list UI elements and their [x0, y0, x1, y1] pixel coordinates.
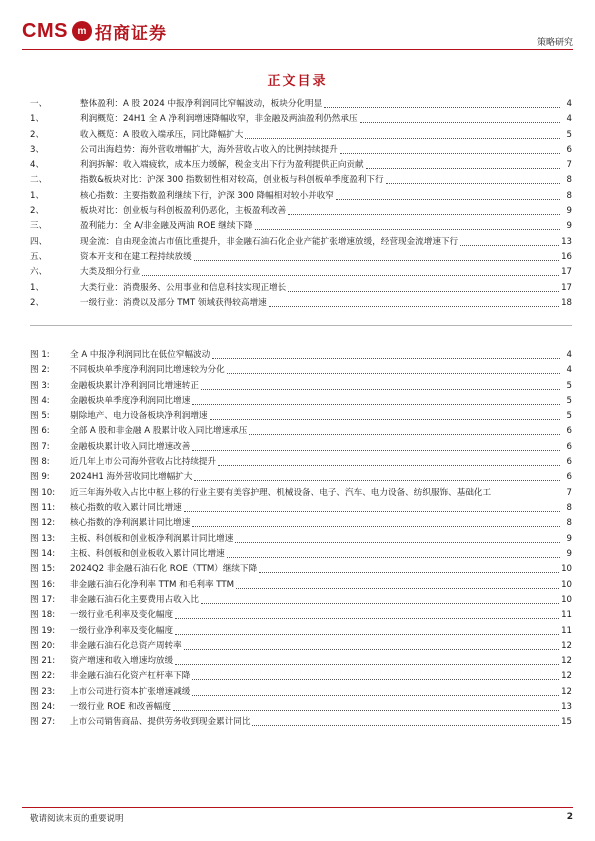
entry-number: 图 11:: [30, 503, 56, 514]
header-divider: [22, 49, 573, 50]
entry-text: 一级行业净利率及变化幅度: [70, 625, 174, 636]
entry-text: 核心指数：主要指数盈利继续下行，沪深 300 降幅相对较小并收窄: [80, 190, 334, 201]
toc-figure-entry[interactable]: [30, 501, 572, 516]
toc-figure-entry[interactable]: [30, 363, 572, 378]
entry-number: 图 4:: [30, 395, 50, 406]
entry-page: 6: [566, 426, 572, 437]
entry-text: 收入概览：A 股收入端承压，同比降幅扩大: [80, 129, 244, 140]
dot-leader: [192, 669, 559, 680]
toc-section-entry[interactable]: [30, 173, 572, 188]
toc-figure-entry[interactable]: [30, 654, 572, 669]
toc-figure-entry[interactable]: [30, 470, 572, 485]
dot-leader: [227, 547, 560, 558]
entry-text: 全 A 中报净利润同比在低位窄幅波动: [70, 350, 211, 360]
entry-number: 图 8:: [30, 457, 50, 468]
entry-page: 7: [566, 160, 572, 171]
toc-figure-entry[interactable]: [30, 455, 572, 470]
figure-list: [30, 348, 572, 731]
dot-leader: [360, 112, 560, 123]
entry-page: 10: [561, 594, 572, 605]
entry-number: 图 14:: [30, 549, 56, 560]
toc-section-entry[interactable]: [30, 235, 572, 250]
entry-page: 9: [566, 206, 572, 217]
toc-section-entry[interactable]: [30, 112, 572, 127]
footer-divider: [22, 807, 573, 808]
dot-leader: [366, 158, 560, 169]
entry-text: 金融板块累计净利润同比增速转正: [70, 380, 199, 391]
entry-page: 12: [561, 671, 572, 682]
entry-page: 9: [566, 549, 572, 560]
dot-leader: [192, 516, 560, 527]
entry-number: 图 27:: [30, 717, 56, 728]
entry-number: 图 7:: [30, 441, 50, 452]
toc-section-entry[interactable]: [30, 219, 572, 234]
toc-figure-entry[interactable]: [30, 608, 572, 623]
entry-text: 全部 A 股和非金融 A 股累计收入同比增速承压: [70, 426, 248, 437]
toc-figure-entry[interactable]: [30, 669, 572, 684]
entry-text: 一级行业毛利率及变化幅度: [70, 610, 174, 621]
entry-number: 一、: [30, 99, 48, 109]
list-divider: [30, 325, 572, 326]
entry-number: 图 15:: [30, 564, 56, 575]
toc-section-entry[interactable]: [30, 143, 572, 158]
entry-text: 一级行业 ROE 和改善幅度: [70, 702, 171, 713]
entry-text: 非金融石油石化主要费用占收入比: [70, 594, 199, 605]
dot-leader: [336, 189, 560, 200]
toc-figure-entry[interactable]: [30, 624, 572, 639]
entry-page: 9: [566, 221, 572, 232]
toc-figure-entry[interactable]: [30, 440, 572, 455]
entry-number: 图 1:: [30, 350, 50, 360]
toc-figure-entry[interactable]: [30, 562, 572, 577]
entry-number: 图 22:: [30, 671, 56, 682]
entry-text: 非金融石油石化资产杠杆率下降: [70, 671, 191, 682]
entry-number: 2、: [30, 297, 45, 308]
dot-leader: [324, 97, 560, 108]
toc-figure-entry[interactable]: [30, 409, 572, 424]
toc-section-entry[interactable]: [30, 189, 572, 204]
logo-company-name: 招商证券: [94, 23, 167, 44]
entry-text: 主板、科创板和创业板净利润累计同比增速: [70, 533, 234, 544]
dot-leader: [269, 296, 559, 307]
dot-leader: [252, 715, 559, 726]
entry-text: 2024H1 海外营收同比增幅扩大: [70, 472, 193, 483]
toc-section-entry[interactable]: [30, 97, 572, 112]
dot-leader: [288, 204, 560, 215]
toc-figure-entry[interactable]: [30, 700, 572, 715]
entry-number: 1、: [30, 190, 45, 201]
entry-number: 2、: [30, 206, 45, 217]
entry-number: 图 5:: [30, 411, 50, 422]
entry-page: 8: [566, 175, 572, 186]
entry-number: 图 12:: [30, 518, 56, 529]
entry-text: 上市公司进行资本扩张增速减缓: [70, 686, 191, 697]
entry-text: 近几年上市公司海外营收占比持续提升: [70, 457, 217, 468]
toc-figure-entry[interactable]: [30, 532, 572, 547]
entry-number: 图 21:: [30, 656, 56, 667]
dot-leader: [245, 128, 560, 139]
entry-page: 12: [561, 686, 572, 697]
entry-text: 一级行业：消费以及部分 TMT 领域获得较高增速: [80, 297, 267, 308]
dot-leader: [184, 639, 559, 650]
doc-type-label: 策略研究: [536, 38, 573, 48]
entry-number: 3、: [30, 144, 45, 155]
entry-page: 17: [561, 282, 572, 293]
dot-leader: [173, 700, 559, 711]
dot-leader: [192, 685, 559, 696]
entry-text: 整体盈利：A 股 2024 中报净利润同比窄幅波动，板块分化明显: [80, 99, 323, 109]
entry-number: 三、: [30, 221, 48, 232]
entry-page: 4: [566, 350, 572, 360]
logo-seal-icon: m: [72, 21, 92, 41]
entry-text: 剔除地产、电力设备板块净利润增速: [70, 411, 208, 422]
entry-text: 利润概览：24H1 全 A 净利润增速降幅收窄，非金融及两油盈利仍然承压: [80, 114, 358, 125]
entry-text: 核心指数的收入累计同比增速: [70, 503, 182, 514]
entry-page: 5: [566, 380, 572, 391]
entry-text: 金融板块单季度净利润同比增速: [70, 395, 191, 406]
entry-text: 盈利能力：全 A/非金融及两油 ROE 继续下降: [80, 221, 253, 232]
entry-page: 12: [561, 640, 572, 651]
entry-page: 17: [561, 267, 572, 278]
entry-text: 上市公司销售商品、提供劳务收到现金累计同比: [70, 717, 251, 728]
toc-section-entry[interactable]: [30, 281, 572, 296]
entry-page: 13: [561, 702, 572, 713]
toc-figure-entry[interactable]: [30, 486, 572, 501]
entry-number: 图 18:: [30, 610, 56, 621]
entry-number: 图 3:: [30, 380, 50, 391]
entry-text: 非金融石油石化总资产周转率: [70, 640, 182, 651]
dot-leader: [386, 173, 560, 184]
dot-leader: [192, 440, 560, 451]
entry-text: 大类及细分行业: [80, 267, 141, 278]
dot-leader: [212, 348, 560, 359]
dot-leader: [249, 424, 560, 435]
logo-cms-text: CMS: [22, 19, 68, 42]
page-title: 正文目录: [267, 74, 328, 89]
entry-page: 8: [566, 518, 572, 529]
toc-figure-entry[interactable]: [30, 379, 572, 394]
entry-text: 公司出海趋势：海外营收增幅扩大，海外营收占收入的比例持续提升: [80, 144, 338, 155]
entry-text: 资产增速和收入增速均放缓: [70, 656, 174, 667]
entry-page: 10: [561, 579, 572, 590]
entry-text: 非金融石油石化净利率 TTM 和毛利率 TTM: [70, 579, 235, 590]
entry-page: 8: [566, 503, 572, 514]
entry-page: 16: [561, 251, 572, 262]
entry-text: 现金流：自由现金流占市值比重提升，非金融石油石化企业产能扩张增速放缓，经营现金流增速下行: [80, 236, 459, 247]
entry-number: 2、: [30, 129, 45, 140]
entry-number: 图 6:: [30, 426, 50, 437]
dot-leader: [175, 654, 559, 665]
page-header: [0, 0, 595, 50]
toc-figure-entry[interactable]: [30, 685, 572, 700]
entry-number: 4、: [30, 160, 45, 171]
entry-page: 8: [566, 190, 572, 201]
toc-section-entry[interactable]: [30, 265, 572, 280]
entry-page: 18: [561, 297, 572, 308]
dot-leader: [235, 532, 560, 543]
dot-leader: [184, 501, 560, 512]
entry-number: 六、: [30, 267, 48, 278]
entry-number: 图 19:: [30, 625, 56, 636]
toc-figure-entry[interactable]: [30, 715, 572, 730]
entry-text: 主板、科创板和创业板收入累计同比增速: [70, 549, 225, 560]
dot-leader: [194, 470, 560, 481]
dot-leader: [259, 562, 559, 573]
dot-leader: [192, 394, 560, 405]
toc-section-entry[interactable]: [30, 250, 572, 265]
entry-page: 13: [561, 236, 572, 247]
entry-page: 11: [561, 625, 572, 636]
entry-page: 5: [566, 395, 572, 406]
dot-leader: [460, 235, 559, 246]
entry-text: 金融板块累计收入同比增速改善: [70, 441, 191, 452]
entry-text: 大类行业：消费服务、公用事业和信息科技实现正增长: [80, 282, 287, 293]
entry-page: 5: [566, 411, 572, 422]
entry-page: 6: [566, 472, 572, 483]
toc-figure-entry[interactable]: [30, 348, 572, 363]
dot-leader: [288, 281, 559, 292]
entry-text: 核心指数的净利润累计同比增速: [70, 518, 191, 529]
entry-page: 6: [566, 144, 572, 155]
entry-number: 图 23:: [30, 686, 56, 697]
toc-figure-entry[interactable]: [30, 578, 572, 593]
entry-page: 4: [566, 365, 572, 376]
toc-figure-entry[interactable]: [30, 547, 572, 562]
entry-number: 图 10:: [30, 487, 56, 498]
dot-leader: [201, 593, 559, 604]
entry-page: 7: [566, 487, 572, 498]
entry-number: 1、: [30, 114, 45, 125]
entry-number: 图 17:: [30, 594, 56, 605]
entry-page: 15: [561, 717, 572, 728]
dot-leader: [201, 379, 560, 390]
company-logo: [22, 18, 167, 44]
entry-text: 资本开支和在建工程持续放缓: [80, 251, 192, 262]
section-list: [30, 97, 572, 311]
dot-leader: [175, 608, 559, 619]
entry-text: 不同板块单季度净利润同比增速较为分化: [70, 365, 225, 376]
entry-number: 图 9:: [30, 472, 50, 483]
entry-page: 4: [566, 114, 572, 125]
entry-number: 图 24:: [30, 702, 56, 713]
entry-number: 图 2:: [30, 365, 50, 376]
entry-page: 9: [566, 533, 572, 544]
entry-page: 11: [561, 610, 572, 621]
entry-text: 近三年海外收入占比中枢上移的行业主要有美容护理、机械设备、电子、汽车、电力设备、纺织服饰、基础化工: [70, 487, 492, 498]
entry-page: 6: [566, 457, 572, 468]
toc-figure-entry[interactable]: [30, 424, 572, 439]
entry-page: 6: [566, 441, 572, 452]
toc-figure-entry[interactable]: [30, 394, 572, 409]
entry-number: 图 20:: [30, 640, 56, 651]
toc-figure-entry[interactable]: [30, 593, 572, 608]
dot-leader: [142, 265, 559, 276]
toc-section-entry[interactable]: [30, 158, 572, 173]
dot-leader: [194, 250, 559, 261]
dot-leader: [340, 143, 560, 154]
entry-page: 4: [566, 99, 572, 109]
toc-figure-entry[interactable]: [30, 516, 572, 531]
entry-page: 5: [566, 129, 572, 140]
entry-page: 10: [561, 564, 572, 575]
entry-page: 12: [561, 656, 572, 667]
entry-text: 2024Q2 非金融石油石化 ROE（TTM）继续下降: [70, 564, 258, 575]
dot-leader: [236, 578, 559, 589]
entry-number: 图 13:: [30, 533, 56, 544]
footer-disclaimer: 敬请阅读末页的重要说明: [30, 814, 124, 824]
entry-number: 图 16:: [30, 579, 56, 590]
dot-leader: [210, 409, 560, 420]
dot-leader: [255, 219, 560, 230]
page-number: 2: [566, 812, 573, 822]
dot-leader: [227, 363, 560, 374]
entry-text: 利润拆解：收入端疲软，成本压力缓解，税金支出下行为盈利提供正向贡献: [80, 160, 364, 171]
dot-leader: [218, 455, 560, 466]
entry-text: 指数&板块对比：沪深 300 指数韧性相对较高，创业板与科创板单季度盈利下行: [80, 175, 384, 186]
entry-text: 板块对比：创业板与科创板盈利仍恶化，主板盈利改善: [80, 206, 287, 217]
dot-leader: [175, 624, 559, 635]
entry-number: 二、: [30, 175, 48, 186]
entry-number: 四、: [30, 236, 48, 247]
toc-section-entry[interactable]: [30, 204, 572, 219]
toc-figure-entry[interactable]: [30, 639, 572, 654]
toc-section-entry[interactable]: [30, 296, 572, 311]
toc-section-entry[interactable]: [30, 128, 572, 143]
entry-number: 五、: [30, 251, 48, 262]
entry-number: 1、: [30, 282, 45, 293]
